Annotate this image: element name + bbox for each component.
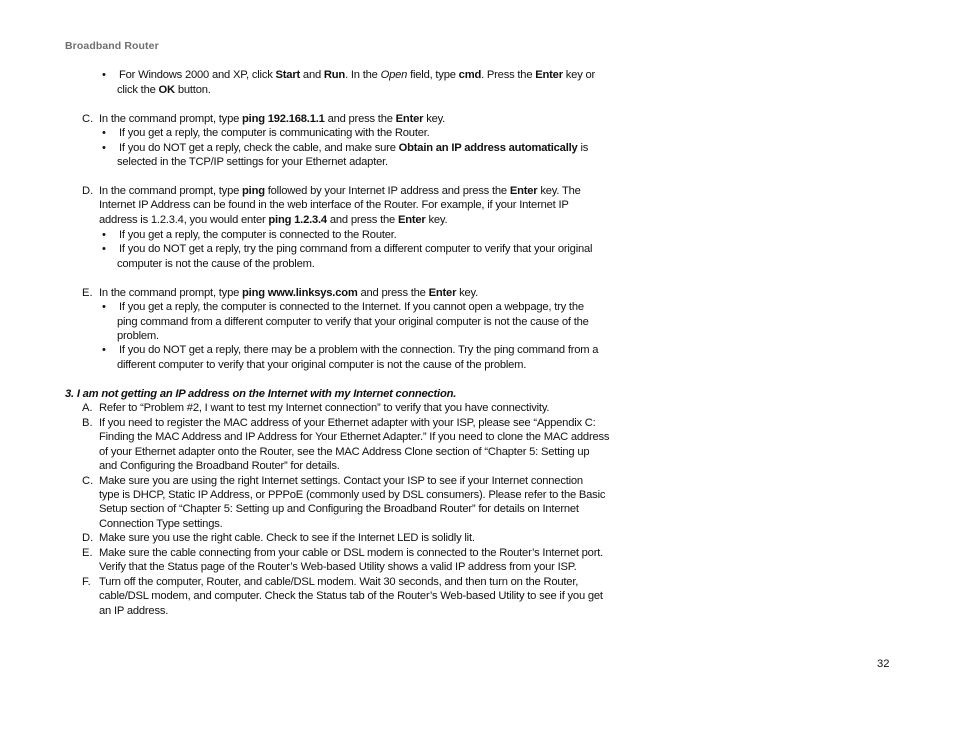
text-run: Connection Type settings.: [99, 518, 223, 530]
text-run: Refer to “Problem #2, I want to test my Internet connection” to verify that you have connectivity.: [99, 402, 550, 414]
bold-text-run: Start: [275, 69, 301, 81]
text-run: button.: [174, 84, 211, 96]
text-line: [99, 198, 569, 213]
list-marker: B.: [82, 417, 93, 429]
text-run: followed by your Internet IP address and press the: [264, 185, 510, 197]
bold-text-run: cmd: [458, 69, 482, 81]
text-run: If you do NOT get a reply, try the ping command from a different computer to verify that your original: [119, 243, 593, 255]
text-line: [99, 445, 589, 460]
text-run: For Windows 2000 and XP, click: [119, 69, 276, 81]
text-line: [119, 300, 584, 315]
text-line: [119, 228, 397, 243]
list-marker: D.: [82, 532, 94, 544]
text-run: and Configuring the Broadband Router” for details.: [99, 460, 340, 472]
list-marker: F.: [82, 576, 91, 588]
text-line: [99, 604, 168, 619]
text-run: different computer to verify that your original computer is not the cause of the problem.: [117, 359, 527, 371]
text-run: and press the: [324, 113, 396, 125]
text-run: In the command prompt, type: [99, 113, 243, 125]
text-line: [99, 459, 340, 474]
text-line: [99, 517, 223, 532]
section-heading: 3. I am not getting an IP address on the Internet with my Internet connection.: [65, 388, 457, 400]
text-line: [119, 141, 588, 156]
text-run: and: [300, 69, 324, 81]
text-run: ping command from a different computer to verify that your original computer is not the cause of the: [117, 316, 589, 328]
text-run: type is DHCP, Static IP Address, or PPPoE (commonly used by DSL consumers). Please refer to the Basic: [99, 489, 606, 501]
bullet: •: [102, 69, 106, 81]
text-line: [117, 155, 388, 170]
text-line: [119, 126, 430, 141]
text-line: [119, 242, 592, 257]
text-run: address is 1.2.3.4, you would enter: [99, 214, 269, 226]
list-marker: E.: [82, 287, 93, 299]
text-line: [99, 416, 596, 431]
page-header-title: Broadband Router: [65, 40, 159, 52]
bold-text-run: Enter: [397, 214, 426, 226]
text-line: [99, 213, 447, 228]
text-run: key.: [423, 113, 446, 125]
page-number: 32: [877, 658, 890, 670]
text-line: [117, 83, 211, 98]
bullet: •: [102, 301, 106, 313]
bold-text-run: ping www.linksys.com: [242, 287, 358, 299]
bold-text-run: Enter: [428, 287, 457, 299]
text-run: If you do NOT get a reply, there may be a problem with the connection. Try the ping command from a: [119, 344, 599, 356]
text-run: Make sure you use the right cable. Check to see if the Internet LED is solidly lit.: [99, 532, 475, 544]
text-line: [117, 315, 589, 330]
text-run: key or: [562, 69, 596, 81]
text-line: [99, 401, 549, 416]
list-marker: D.: [82, 185, 94, 197]
bullet: •: [102, 229, 106, 241]
text-run: and press the: [326, 214, 398, 226]
text-run: cable/DSL modem, and computer. Check the Status tab of the Router’s Web-based Utility to see if you get: [99, 590, 603, 602]
list-marker: E.: [82, 547, 93, 559]
bold-text-run: Enter: [509, 185, 538, 197]
text-run: key. The: [537, 185, 581, 197]
text-run: If you do NOT get a reply, check the cable, and make sure: [119, 142, 399, 154]
bold-text-run: ping 1.2.3.4: [268, 214, 327, 226]
list-marker: C.: [82, 475, 94, 487]
text-run: of your Ethernet adapter onto the Router, see the MAC Address Clone section of “Chapter 5: Setting up: [99, 446, 590, 458]
text-run: In the command prompt, type: [99, 287, 243, 299]
text-run: If you need to register the MAC address of your Ethernet adapter with your ISP, please see “Appendix C:: [99, 417, 596, 429]
text-run: key.: [425, 214, 448, 226]
text-run: problem.: [117, 330, 159, 342]
text-run: is: [577, 142, 589, 154]
text-line: [99, 502, 579, 517]
list-marker: A.: [82, 402, 93, 414]
text-line: [99, 184, 581, 199]
text-line: [99, 286, 478, 301]
bullet: •: [102, 142, 106, 154]
text-run: selected in the TCP/IP settings for your Ethernet adapter.: [117, 156, 388, 168]
text-run: Setup section of “Chapter 5: Setting up and Configuring the Broadband Router” for details on Internet: [99, 503, 579, 515]
text-run: In the command prompt, type: [99, 185, 243, 197]
bold-text-run: Enter: [535, 69, 563, 81]
text-line: [99, 112, 445, 127]
text-run: and press the: [357, 287, 429, 299]
text-run: field, type: [407, 69, 459, 81]
bold-text-run: ping 192.168.1.1: [242, 113, 325, 125]
text-run: Finding the MAC Address and IP Address for Your Ethernet Adapter.” If you need to clone the MAC address: [99, 431, 610, 443]
text-line: [117, 257, 315, 272]
italic-text-run: Open: [380, 69, 408, 81]
bold-text-run: Obtain an IP address automatically: [398, 142, 578, 154]
text-run: If you get a reply, the computer is communicating with the Router.: [119, 127, 430, 139]
text-run: key.: [456, 287, 479, 299]
text-line: [99, 575, 578, 590]
bullet: •: [102, 344, 106, 356]
text-line: [99, 560, 577, 575]
text-run: click the: [117, 84, 159, 96]
bold-text-run: Run: [323, 69, 346, 81]
bold-text-run: ping: [242, 185, 265, 197]
text-run: Verify that the Status page of the Router’s Web-based Utility shows a valid IP address from your ISP.: [99, 561, 577, 573]
text-line: [99, 546, 603, 561]
text-run: an IP address.: [99, 605, 169, 617]
bullet: •: [102, 243, 106, 255]
text-run: . In the: [345, 69, 381, 81]
bold-text-run: OK: [158, 84, 175, 96]
text-line: [99, 474, 583, 489]
text-run: Turn off the computer, Router, and cable/DSL modem. Wait 30 seconds, and then turn on the Router,: [99, 576, 579, 588]
text-line: [99, 488, 605, 503]
bullet: •: [102, 127, 106, 139]
text-run: Internet IP Address can be found in the web interface of the Router. For example, if your Internet IP: [99, 199, 569, 211]
text-line: [117, 358, 526, 373]
text-run: If you get a reply, the computer is connected to the Router.: [119, 229, 397, 241]
bold-text-run: Enter: [395, 113, 424, 125]
text-run: If you get a reply, the computer is connected to the Internet. If you cannot open a webpage, try the: [119, 301, 584, 313]
text-line: [119, 343, 598, 358]
text-line: [117, 329, 159, 344]
text-run: Make sure the cable connecting from your cable or DSL modem is connected to the Router’s Internet port.: [99, 547, 604, 559]
text-run: Make sure you are using the right Internet settings. Contact your ISP to see if your Internet connection: [99, 475, 583, 487]
text-run: computer is not the cause of the problem.: [117, 258, 315, 270]
text-run: . Press the: [481, 69, 536, 81]
text-line: [99, 589, 603, 604]
text-line: [119, 68, 595, 83]
text-line: [99, 531, 475, 546]
list-marker: C.: [82, 113, 94, 125]
text-line: [99, 430, 609, 445]
